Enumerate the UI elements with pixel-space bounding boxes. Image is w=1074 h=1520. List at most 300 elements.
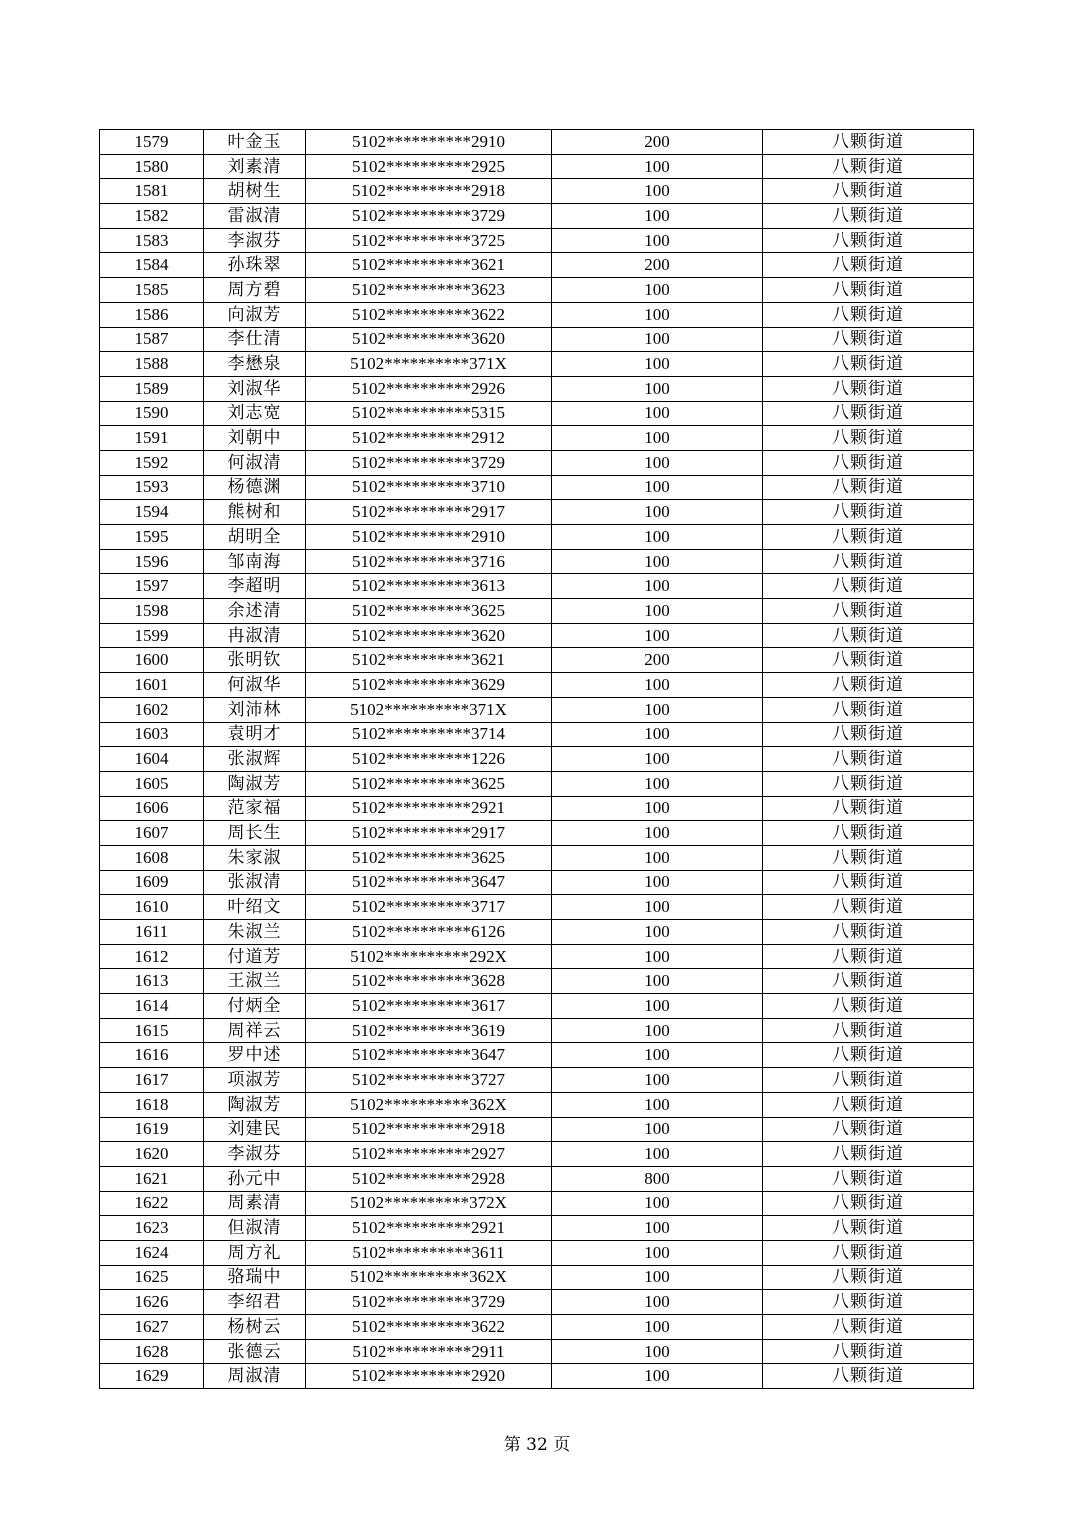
street-cell: 八颗街道 bbox=[763, 747, 974, 772]
id-number-cell: 5102**********2917 bbox=[306, 500, 552, 525]
row-number-cell: 1590 bbox=[100, 401, 204, 426]
name-cell: 但淑清 bbox=[204, 1216, 306, 1241]
table-row bbox=[100, 376, 974, 401]
name-cell: 杨德渊 bbox=[204, 475, 306, 500]
street-cell: 八颗街道 bbox=[763, 327, 974, 352]
name-cell: 付道芳 bbox=[204, 944, 306, 969]
row-number-cell: 1582 bbox=[100, 204, 204, 229]
id-number-cell: 5102**********2921 bbox=[306, 796, 552, 821]
name-cell: 张明钦 bbox=[204, 648, 306, 673]
id-number-cell: 5102**********3621 bbox=[306, 253, 552, 278]
table-row bbox=[100, 1043, 974, 1068]
street-cell: 八颗街道 bbox=[763, 1068, 974, 1093]
amount-cell: 100 bbox=[552, 179, 763, 204]
row-number-cell: 1604 bbox=[100, 747, 204, 772]
name-cell: 孙元中 bbox=[204, 1166, 306, 1191]
id-number-cell: 5102**********3647 bbox=[306, 870, 552, 895]
name-cell: 陶淑芳 bbox=[204, 771, 306, 796]
street-cell: 八颗街道 bbox=[763, 525, 974, 550]
row-number-cell: 1589 bbox=[100, 376, 204, 401]
name-cell: 周素清 bbox=[204, 1191, 306, 1216]
name-cell: 王淑兰 bbox=[204, 969, 306, 994]
id-number-cell: 5102**********3625 bbox=[306, 771, 552, 796]
name-cell: 范家福 bbox=[204, 796, 306, 821]
table-row bbox=[100, 1191, 974, 1216]
name-cell: 张淑清 bbox=[204, 870, 306, 895]
amount-cell: 100 bbox=[552, 944, 763, 969]
name-cell: 李淑芬 bbox=[204, 1142, 306, 1167]
street-cell: 八颗街道 bbox=[763, 278, 974, 303]
street-cell: 八颗街道 bbox=[763, 1364, 974, 1389]
table-row bbox=[100, 525, 974, 550]
street-cell: 八颗街道 bbox=[763, 944, 974, 969]
name-cell: 李绍君 bbox=[204, 1290, 306, 1315]
table-row bbox=[100, 895, 974, 920]
id-number-cell: 5102**********3622 bbox=[306, 1315, 552, 1340]
amount-cell: 100 bbox=[552, 475, 763, 500]
table-row bbox=[100, 796, 974, 821]
table-row bbox=[100, 154, 974, 179]
street-cell: 八颗街道 bbox=[763, 969, 974, 994]
amount-cell: 100 bbox=[552, 1315, 763, 1340]
id-number-cell: 5102**********372X bbox=[306, 1191, 552, 1216]
amount-cell: 100 bbox=[552, 623, 763, 648]
street-cell: 八颗街道 bbox=[763, 450, 974, 475]
name-cell: 杨树云 bbox=[204, 1315, 306, 1340]
row-number-cell: 1618 bbox=[100, 1092, 204, 1117]
id-number-cell: 5102**********3620 bbox=[306, 623, 552, 648]
amount-cell: 100 bbox=[552, 994, 763, 1019]
id-number-cell: 5102**********3620 bbox=[306, 327, 552, 352]
street-cell: 八颗街道 bbox=[763, 1216, 974, 1241]
table-row bbox=[100, 253, 974, 278]
table-row bbox=[100, 450, 974, 475]
table-row bbox=[100, 475, 974, 500]
amount-cell: 100 bbox=[552, 302, 763, 327]
name-cell: 张淑辉 bbox=[204, 747, 306, 772]
name-cell: 付炳全 bbox=[204, 994, 306, 1019]
street-cell: 八颗街道 bbox=[763, 1142, 974, 1167]
amount-cell: 100 bbox=[552, 1117, 763, 1142]
street-cell: 八颗街道 bbox=[763, 920, 974, 945]
table-row bbox=[100, 845, 974, 870]
street-cell: 八颗街道 bbox=[763, 401, 974, 426]
name-cell: 胡树生 bbox=[204, 179, 306, 204]
name-cell: 周方礼 bbox=[204, 1240, 306, 1265]
id-number-cell: 5102**********3621 bbox=[306, 648, 552, 673]
id-number-cell: 5102**********3710 bbox=[306, 475, 552, 500]
name-cell: 李懋泉 bbox=[204, 352, 306, 377]
id-number-cell: 5102**********2928 bbox=[306, 1166, 552, 1191]
row-number-cell: 1626 bbox=[100, 1290, 204, 1315]
id-number-cell: 5102**********371X bbox=[306, 352, 552, 377]
amount-cell: 100 bbox=[552, 1092, 763, 1117]
table-row bbox=[100, 1364, 974, 1389]
table-row bbox=[100, 549, 974, 574]
amount-cell: 100 bbox=[552, 1240, 763, 1265]
row-number-cell: 1592 bbox=[100, 450, 204, 475]
table-row bbox=[100, 648, 974, 673]
row-number-cell: 1627 bbox=[100, 1315, 204, 1340]
table-row bbox=[100, 1092, 974, 1117]
page-number: 第 32 页 bbox=[503, 1435, 571, 1455]
row-number-cell: 1619 bbox=[100, 1117, 204, 1142]
row-number-cell: 1587 bbox=[100, 327, 204, 352]
table-row bbox=[100, 1315, 974, 1340]
name-cell: 朱淑兰 bbox=[204, 920, 306, 945]
street-cell: 八颗街道 bbox=[763, 1018, 974, 1043]
name-cell: 邹南海 bbox=[204, 549, 306, 574]
name-cell: 叶绍文 bbox=[204, 895, 306, 920]
id-number-cell: 5102**********3611 bbox=[306, 1240, 552, 1265]
table-row bbox=[100, 228, 974, 253]
id-number-cell: 5102**********3629 bbox=[306, 673, 552, 698]
row-number-cell: 1614 bbox=[100, 994, 204, 1019]
id-number-cell: 5102**********2910 bbox=[306, 130, 552, 155]
id-number-cell: 5102**********3717 bbox=[306, 895, 552, 920]
name-cell: 周祥云 bbox=[204, 1018, 306, 1043]
amount-cell: 100 bbox=[552, 870, 763, 895]
amount-cell: 100 bbox=[552, 1043, 763, 1068]
amount-cell: 100 bbox=[552, 1191, 763, 1216]
street-cell: 八颗街道 bbox=[763, 1117, 974, 1142]
row-number-cell: 1610 bbox=[100, 895, 204, 920]
row-number-cell: 1595 bbox=[100, 525, 204, 550]
table-row bbox=[100, 1068, 974, 1093]
amount-cell: 100 bbox=[552, 821, 763, 846]
table-row bbox=[100, 920, 974, 945]
row-number-cell: 1628 bbox=[100, 1339, 204, 1364]
amount-cell: 100 bbox=[552, 549, 763, 574]
row-number-cell: 1597 bbox=[100, 574, 204, 599]
name-cell: 余述清 bbox=[204, 599, 306, 624]
name-cell: 周长生 bbox=[204, 821, 306, 846]
row-number-cell: 1601 bbox=[100, 673, 204, 698]
street-cell: 八颗街道 bbox=[763, 1265, 974, 1290]
amount-cell: 100 bbox=[552, 796, 763, 821]
amount-cell: 100 bbox=[552, 1068, 763, 1093]
table-row bbox=[100, 179, 974, 204]
name-cell: 向淑芳 bbox=[204, 302, 306, 327]
amount-cell: 100 bbox=[552, 500, 763, 525]
id-number-cell: 5102**********2917 bbox=[306, 821, 552, 846]
row-number-cell: 1584 bbox=[100, 253, 204, 278]
name-cell: 李淑芬 bbox=[204, 228, 306, 253]
table-row bbox=[100, 821, 974, 846]
id-number-cell: 5102**********3729 bbox=[306, 204, 552, 229]
id-number-cell: 5102**********3628 bbox=[306, 969, 552, 994]
name-cell: 何淑清 bbox=[204, 450, 306, 475]
amount-cell: 100 bbox=[552, 426, 763, 451]
row-number-cell: 1588 bbox=[100, 352, 204, 377]
street-cell: 八颗街道 bbox=[763, 1191, 974, 1216]
row-number-cell: 1617 bbox=[100, 1068, 204, 1093]
street-cell: 八颗街道 bbox=[763, 500, 974, 525]
amount-cell: 100 bbox=[552, 327, 763, 352]
table-row bbox=[100, 278, 974, 303]
street-cell: 八颗街道 bbox=[763, 722, 974, 747]
id-number-cell: 5102**********362X bbox=[306, 1092, 552, 1117]
table-row bbox=[100, 327, 974, 352]
row-number-cell: 1598 bbox=[100, 599, 204, 624]
id-number-cell: 5102**********3613 bbox=[306, 574, 552, 599]
amount-cell: 100 bbox=[552, 673, 763, 698]
row-number-cell: 1612 bbox=[100, 944, 204, 969]
table-row bbox=[100, 623, 974, 648]
table-row bbox=[100, 1265, 974, 1290]
id-number-cell: 5102**********3725 bbox=[306, 228, 552, 253]
id-number-cell: 5102**********3617 bbox=[306, 994, 552, 1019]
row-number-cell: 1616 bbox=[100, 1043, 204, 1068]
amount-cell: 100 bbox=[552, 895, 763, 920]
street-cell: 八颗街道 bbox=[763, 549, 974, 574]
row-number-cell: 1596 bbox=[100, 549, 204, 574]
row-number-cell: 1621 bbox=[100, 1166, 204, 1191]
id-number-cell: 5102**********2921 bbox=[306, 1216, 552, 1241]
name-cell: 胡明全 bbox=[204, 525, 306, 550]
street-cell: 八颗街道 bbox=[763, 648, 974, 673]
name-cell: 李超明 bbox=[204, 574, 306, 599]
street-cell: 八颗街道 bbox=[763, 1315, 974, 1340]
table-row bbox=[100, 944, 974, 969]
amount-cell: 100 bbox=[552, 1216, 763, 1241]
roster-table-body bbox=[100, 130, 974, 1389]
id-number-cell: 5102**********3623 bbox=[306, 278, 552, 303]
table-row bbox=[100, 870, 974, 895]
street-cell: 八颗街道 bbox=[763, 697, 974, 722]
table-row bbox=[100, 697, 974, 722]
street-cell: 八颗街道 bbox=[763, 426, 974, 451]
row-number-cell: 1625 bbox=[100, 1265, 204, 1290]
row-number-cell: 1579 bbox=[100, 130, 204, 155]
id-number-cell: 5102**********1226 bbox=[306, 747, 552, 772]
row-number-cell: 1606 bbox=[100, 796, 204, 821]
amount-cell: 100 bbox=[552, 450, 763, 475]
table-row bbox=[100, 771, 974, 796]
id-number-cell: 5102**********2920 bbox=[306, 1364, 552, 1389]
amount-cell: 100 bbox=[552, 525, 763, 550]
street-cell: 八颗街道 bbox=[763, 1092, 974, 1117]
street-cell: 八颗街道 bbox=[763, 895, 974, 920]
table-row bbox=[100, 130, 974, 155]
row-number-cell: 1585 bbox=[100, 278, 204, 303]
row-number-cell: 1624 bbox=[100, 1240, 204, 1265]
row-number-cell: 1600 bbox=[100, 648, 204, 673]
street-cell: 八颗街道 bbox=[763, 376, 974, 401]
amount-cell: 100 bbox=[552, 771, 763, 796]
id-number-cell: 5102**********362X bbox=[306, 1265, 552, 1290]
name-cell: 陶淑芳 bbox=[204, 1092, 306, 1117]
amount-cell: 100 bbox=[552, 1265, 763, 1290]
street-cell: 八颗街道 bbox=[763, 302, 974, 327]
street-cell: 八颗街道 bbox=[763, 599, 974, 624]
street-cell: 八颗街道 bbox=[763, 154, 974, 179]
street-cell: 八颗街道 bbox=[763, 623, 974, 648]
amount-cell: 100 bbox=[552, 278, 763, 303]
name-cell: 罗中述 bbox=[204, 1043, 306, 1068]
id-number-cell: 5102**********3729 bbox=[306, 450, 552, 475]
street-cell: 八颗街道 bbox=[763, 1043, 974, 1068]
table-row bbox=[100, 599, 974, 624]
amount-cell: 100 bbox=[552, 722, 763, 747]
row-number-cell: 1613 bbox=[100, 969, 204, 994]
street-cell: 八颗街道 bbox=[763, 796, 974, 821]
row-number-cell: 1581 bbox=[100, 179, 204, 204]
row-number-cell: 1607 bbox=[100, 821, 204, 846]
name-cell: 周方碧 bbox=[204, 278, 306, 303]
name-cell: 雷淑清 bbox=[204, 204, 306, 229]
roster-table bbox=[99, 129, 974, 1389]
id-number-cell: 5102**********3729 bbox=[306, 1290, 552, 1315]
id-number-cell: 5102**********3625 bbox=[306, 845, 552, 870]
table-row bbox=[100, 1117, 974, 1142]
row-number-cell: 1603 bbox=[100, 722, 204, 747]
id-number-cell: 5102**********2911 bbox=[306, 1339, 552, 1364]
street-cell: 八颗街道 bbox=[763, 352, 974, 377]
table-row bbox=[100, 1290, 974, 1315]
amount-cell: 100 bbox=[552, 228, 763, 253]
id-number-cell: 5102**********2925 bbox=[306, 154, 552, 179]
row-number-cell: 1591 bbox=[100, 426, 204, 451]
street-cell: 八颗街道 bbox=[763, 574, 974, 599]
id-number-cell: 5102**********2926 bbox=[306, 376, 552, 401]
row-number-cell: 1580 bbox=[100, 154, 204, 179]
amount-cell: 100 bbox=[552, 697, 763, 722]
row-number-cell: 1586 bbox=[100, 302, 204, 327]
name-cell: 何淑华 bbox=[204, 673, 306, 698]
street-cell: 八颗街道 bbox=[763, 130, 974, 155]
table-row bbox=[100, 204, 974, 229]
table-row bbox=[100, 673, 974, 698]
id-number-cell: 5102**********3727 bbox=[306, 1068, 552, 1093]
amount-cell: 100 bbox=[552, 352, 763, 377]
row-number-cell: 1605 bbox=[100, 771, 204, 796]
id-number-cell: 5102**********371X bbox=[306, 697, 552, 722]
row-number-cell: 1611 bbox=[100, 920, 204, 945]
amount-cell: 100 bbox=[552, 747, 763, 772]
street-cell: 八颗街道 bbox=[763, 821, 974, 846]
amount-cell: 100 bbox=[552, 376, 763, 401]
name-cell: 袁明才 bbox=[204, 722, 306, 747]
id-number-cell: 5102**********2927 bbox=[306, 1142, 552, 1167]
name-cell: 刘志宽 bbox=[204, 401, 306, 426]
amount-cell: 100 bbox=[552, 1290, 763, 1315]
table-row bbox=[100, 426, 974, 451]
row-number-cell: 1615 bbox=[100, 1018, 204, 1043]
id-number-cell: 5102**********3619 bbox=[306, 1018, 552, 1043]
street-cell: 八颗街道 bbox=[763, 1339, 974, 1364]
amount-cell: 100 bbox=[552, 204, 763, 229]
table-row bbox=[100, 722, 974, 747]
id-number-cell: 5102**********3625 bbox=[306, 599, 552, 624]
id-number-cell: 5102**********3647 bbox=[306, 1043, 552, 1068]
name-cell: 周淑清 bbox=[204, 1364, 306, 1389]
amount-cell: 100 bbox=[552, 154, 763, 179]
name-cell: 熊树和 bbox=[204, 500, 306, 525]
amount-cell: 100 bbox=[552, 845, 763, 870]
table-row bbox=[100, 302, 974, 327]
id-number-cell: 5102**********5315 bbox=[306, 401, 552, 426]
id-number-cell: 5102**********3622 bbox=[306, 302, 552, 327]
street-cell: 八颗街道 bbox=[763, 228, 974, 253]
amount-cell: 200 bbox=[552, 253, 763, 278]
id-number-cell: 5102**********2918 bbox=[306, 179, 552, 204]
row-number-cell: 1593 bbox=[100, 475, 204, 500]
table-row bbox=[100, 352, 974, 377]
amount-cell: 100 bbox=[552, 1364, 763, 1389]
street-cell: 八颗街道 bbox=[763, 845, 974, 870]
table-row bbox=[100, 1339, 974, 1364]
street-cell: 八颗街道 bbox=[763, 994, 974, 1019]
street-cell: 八颗街道 bbox=[763, 204, 974, 229]
street-cell: 八颗街道 bbox=[763, 771, 974, 796]
id-number-cell: 5102**********3716 bbox=[306, 549, 552, 574]
street-cell: 八颗街道 bbox=[763, 1290, 974, 1315]
street-cell: 八颗街道 bbox=[763, 475, 974, 500]
street-cell: 八颗街道 bbox=[763, 870, 974, 895]
name-cell: 刘沛林 bbox=[204, 697, 306, 722]
id-number-cell: 5102**********292X bbox=[306, 944, 552, 969]
id-number-cell: 5102**********3714 bbox=[306, 722, 552, 747]
amount-cell: 100 bbox=[552, 599, 763, 624]
name-cell: 孙珠翠 bbox=[204, 253, 306, 278]
row-number-cell: 1620 bbox=[100, 1142, 204, 1167]
table-row bbox=[100, 994, 974, 1019]
name-cell: 刘朝中 bbox=[204, 426, 306, 451]
table-row bbox=[100, 574, 974, 599]
table-row bbox=[100, 969, 974, 994]
table-row bbox=[100, 1142, 974, 1167]
row-number-cell: 1629 bbox=[100, 1364, 204, 1389]
amount-cell: 100 bbox=[552, 1142, 763, 1167]
row-number-cell: 1623 bbox=[100, 1216, 204, 1241]
table-row bbox=[100, 1216, 974, 1241]
id-number-cell: 5102**********2918 bbox=[306, 1117, 552, 1142]
amount-cell: 800 bbox=[552, 1166, 763, 1191]
table-row bbox=[100, 1166, 974, 1191]
street-cell: 八颗街道 bbox=[763, 1166, 974, 1191]
street-cell: 八颗街道 bbox=[763, 1240, 974, 1265]
amount-cell: 100 bbox=[552, 969, 763, 994]
row-number-cell: 1622 bbox=[100, 1191, 204, 1216]
row-number-cell: 1594 bbox=[100, 500, 204, 525]
name-cell: 李仕清 bbox=[204, 327, 306, 352]
id-number-cell: 5102**********2912 bbox=[306, 426, 552, 451]
table-row bbox=[100, 401, 974, 426]
name-cell: 刘建民 bbox=[204, 1117, 306, 1142]
name-cell: 张德云 bbox=[204, 1339, 306, 1364]
table-row bbox=[100, 500, 974, 525]
amount-cell: 100 bbox=[552, 920, 763, 945]
amount-cell: 100 bbox=[552, 1339, 763, 1364]
amount-cell: 100 bbox=[552, 574, 763, 599]
street-cell: 八颗街道 bbox=[763, 673, 974, 698]
name-cell: 项淑芳 bbox=[204, 1068, 306, 1093]
amount-cell: 100 bbox=[552, 1018, 763, 1043]
amount-cell: 100 bbox=[552, 401, 763, 426]
amount-cell: 200 bbox=[552, 130, 763, 155]
row-number-cell: 1583 bbox=[100, 228, 204, 253]
id-number-cell: 5102**********6126 bbox=[306, 920, 552, 945]
name-cell: 朱家淑 bbox=[204, 845, 306, 870]
street-cell: 八颗街道 bbox=[763, 253, 974, 278]
table-row bbox=[100, 1018, 974, 1043]
row-number-cell: 1602 bbox=[100, 697, 204, 722]
name-cell: 骆瑞中 bbox=[204, 1265, 306, 1290]
table-row bbox=[100, 747, 974, 772]
street-cell: 八颗街道 bbox=[763, 179, 974, 204]
name-cell: 刘素清 bbox=[204, 154, 306, 179]
